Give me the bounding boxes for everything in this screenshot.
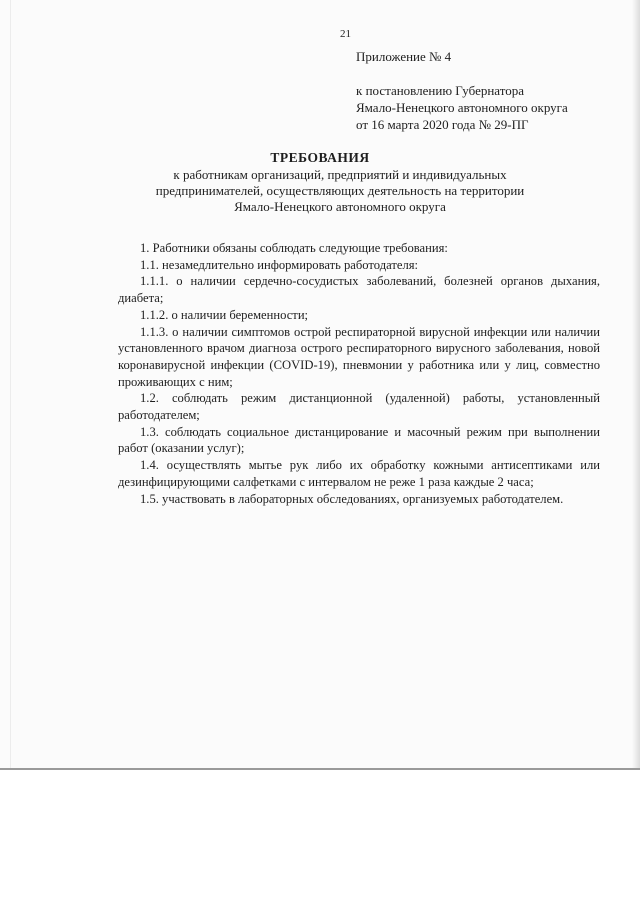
paragraph-1-3: 1.3. соблюдать социальное дистанцирование и масочный режим при выполнении работ (оказании услуг); [118,424,600,456]
scan-bottom-edge [0,768,640,770]
scan-right-edge [632,0,640,768]
appendix-number: Приложение № 4 [356,49,452,64]
paragraph-1-1: 1.1. незамедлительно информировать работодателя: [140,257,419,272]
scan-left-edge [10,0,11,768]
appendix-date: от 16 марта 2020 года № 29-ПГ [356,117,529,132]
paragraph-1-1-1: 1.1.1. о наличии сердечно-сосудистых заболеваний, болезней органов дыхания, диабета; [118,274,600,306]
appendix-decree: к постановлению Губернатора [356,83,525,98]
document-subtitle [120,167,560,215]
document-title: ТРЕБОВАНИЯ [270,150,370,165]
paragraph-1-1-2: 1.1.2. о наличии беременности; [140,307,309,322]
subtitle-line: предпринимателей, осуществляющих деятельность на территории [155,183,525,198]
paragraph-1-4: 1.4. осуществлять мытье рук либо их обработку кожными антисептиками или дезинфицирующими салфетками с интервалом не реже 1 раза каждые 2 часа; [118,458,600,489]
subtitle-line: Ямало-Ненецкого автономного округа [234,199,446,214]
paragraph-1: 1. Работники обязаны соблюдать следующие требования: [140,241,448,255]
page-number: 21 [340,28,351,40]
subtitle-line: к работникам организаций, предприятий и индивидуальных [173,167,507,182]
paragraph-1-5: 1.5. участвовать в лабораторных обследованиях, организуемых работодателем. [140,491,564,506]
paragraph-1-2: 1.2. соблюдать режим дистанционной (удаленной) работы, установленный работодателем; [118,391,600,423]
document-body [118,240,600,507]
appendix-header [356,48,568,133]
paragraph-1-1-3: 1.1.3. о наличии симптомов острой респираторной вирусной инфекции или наличии установленного врачом диагноза острого респираторного вирусного заболевания, новой коронавирусной инфекции (COVID-19), пневмонии у работника или у лиц, совместно проживающих с ним; [118,324,600,389]
appendix-region: Ямало-Ненецкого автономного округа [356,100,568,115]
appendix-gap [356,65,568,82]
